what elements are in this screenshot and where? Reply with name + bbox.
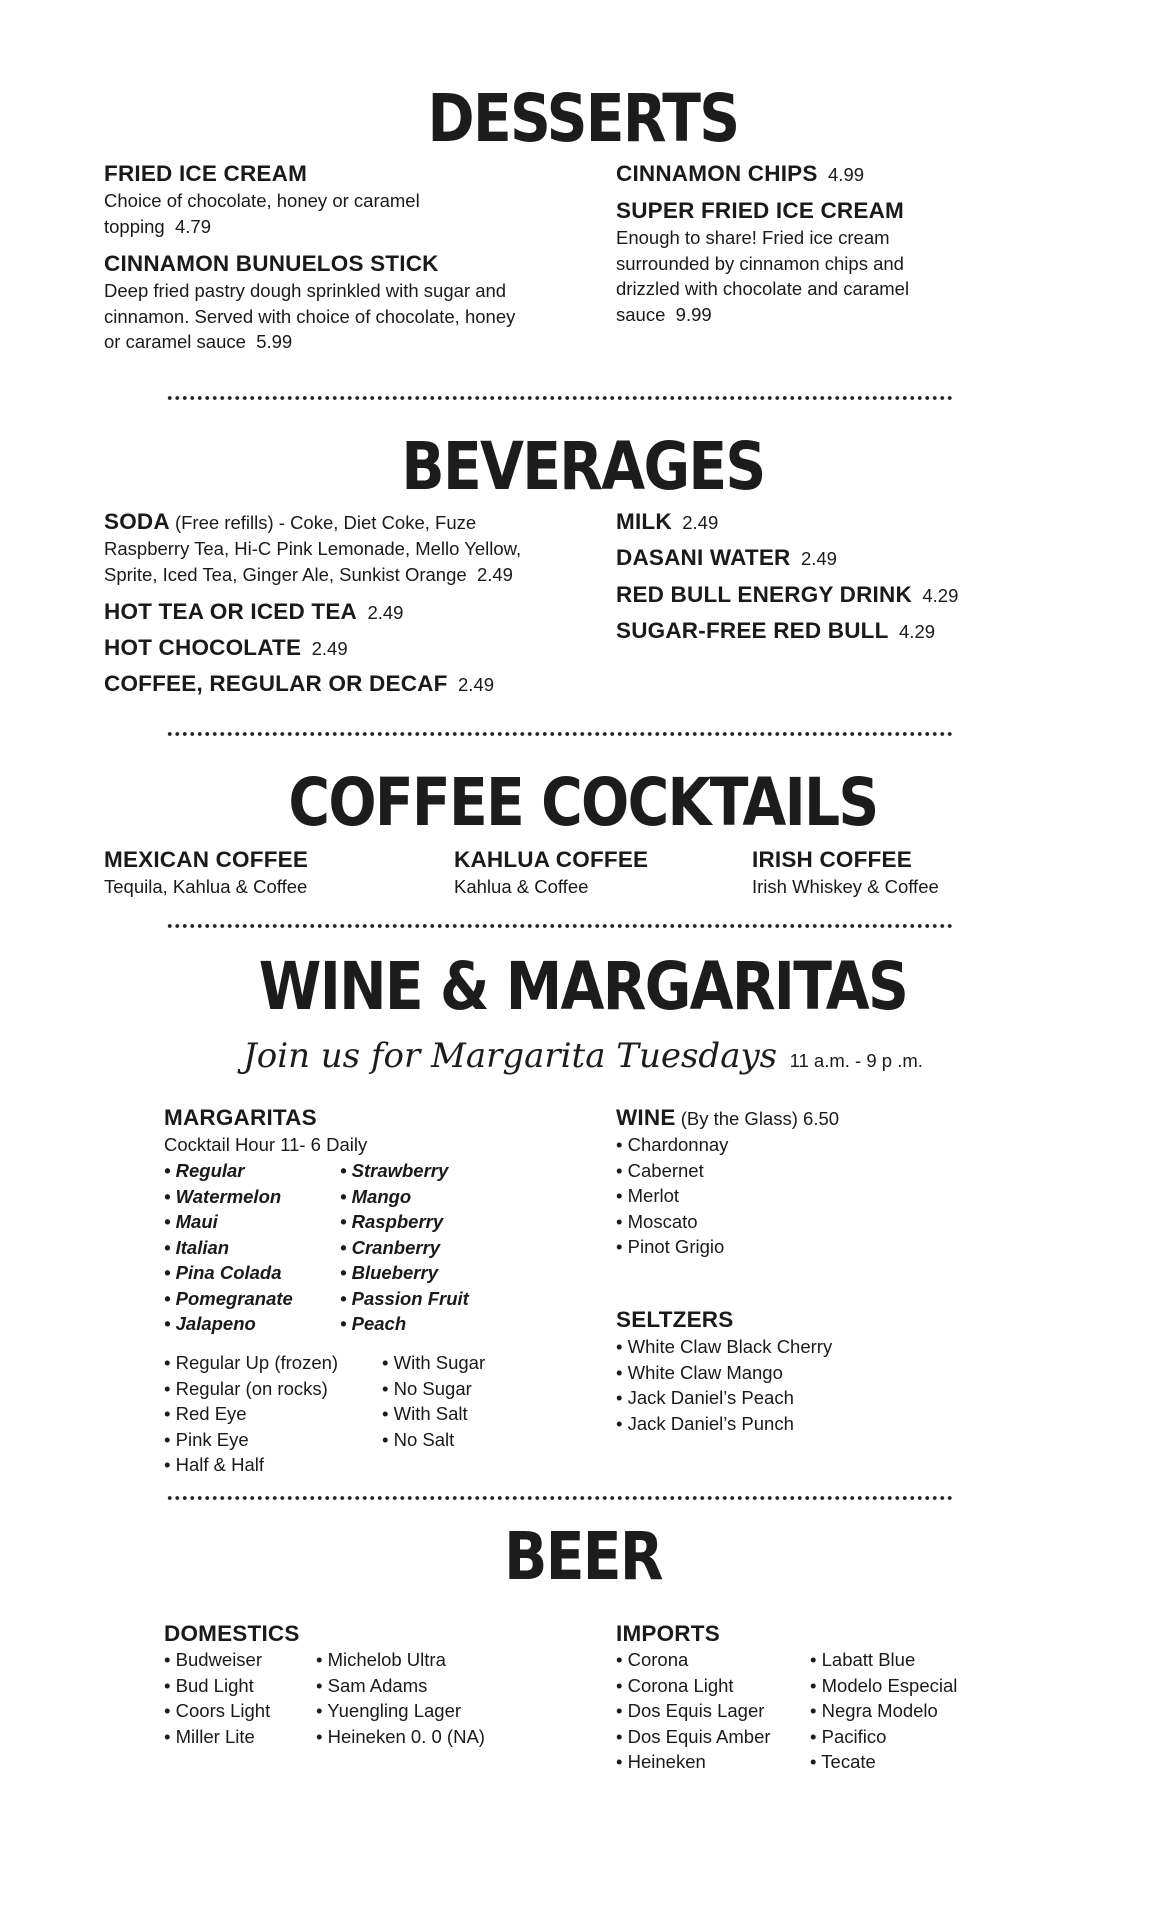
list-item: • Negra Modelo — [810, 1698, 957, 1724]
list-item: • Dos Equis Lager — [616, 1698, 771, 1724]
list-item: • Jalapeno — [164, 1311, 293, 1337]
list-item: • Peach — [340, 1311, 469, 1337]
seltzers-section — [616, 1306, 996, 1436]
item-title: KAHLUA COFFEE — [454, 847, 649, 872]
section-note: (By the Glass) 6.50 — [680, 1108, 840, 1129]
list-item: • Yuengling Lager — [316, 1698, 485, 1724]
list-item: • Regular — [164, 1158, 293, 1184]
list-item: • Regular Up (frozen) — [164, 1350, 338, 1376]
dotted-divider — [166, 730, 952, 738]
list-item: • Half & Half — [164, 1452, 338, 1478]
beverage-sugar-free — [616, 617, 935, 645]
item-title: IRISH COFFEE — [752, 847, 912, 872]
list-item: • Moscato — [616, 1209, 996, 1235]
dessert-fried-ice-cream — [104, 160, 524, 239]
item-price: 2.49 — [800, 548, 837, 569]
list-item: • Strawberry — [340, 1158, 469, 1184]
margarita-tuesdays-tagline — [0, 1036, 1166, 1076]
item-desc-text: (Free refills) - Coke, Diet Coke, Fuze Raspberry Tea, Hi-C Pink Lemonade, Mello Yellow, Sprite, Iced Tea, Ginger Ale, Sunkist Orange — [104, 512, 522, 585]
item-desc: Kahlua & Coffee — [454, 876, 589, 897]
imports-section — [616, 1620, 720, 1648]
item-desc-text: Choice of chocolate, honey or caramel topping — [104, 190, 420, 237]
section-header — [616, 1104, 996, 1132]
item-title: DASANI WATER — [616, 545, 791, 570]
item-price: 2.49 — [458, 674, 495, 695]
beverage-soda — [104, 508, 544, 587]
item-price: 9.99 — [675, 303, 712, 325]
list-item: • Raspberry — [340, 1209, 469, 1235]
tagline-text: Join us for Margarita Tuesdays — [243, 1036, 778, 1076]
item-desc — [616, 225, 946, 327]
item-title: SODA — [104, 509, 170, 534]
domestics-section — [164, 1620, 300, 1648]
item-price: 2.49 — [367, 602, 404, 623]
beer-heading: BEER — [504, 1518, 662, 1595]
item-title: SUGAR-FREE RED BULL — [616, 618, 889, 643]
beverage-hot-chocolate — [104, 634, 348, 662]
desserts-heading: DESSERTS — [427, 80, 739, 157]
item-desc — [104, 188, 464, 239]
item-price: 4.29 — [899, 621, 936, 642]
domestics-list-right — [316, 1647, 485, 1749]
item-price: 2.49 — [476, 563, 513, 585]
item-price: 4.29 — [922, 585, 959, 606]
list-item: • Coors Light — [164, 1698, 270, 1724]
item-price: 4.99 — [828, 164, 865, 185]
list-item: • Red Eye — [164, 1401, 338, 1427]
item-title: COFFEE, REGULAR OR DECAF — [104, 671, 448, 696]
item-title: RED BULL ENERGY DRINK — [616, 582, 912, 607]
list-item: • With Salt — [382, 1401, 485, 1427]
list-item: • Miller Lite — [164, 1724, 270, 1750]
list-item: • Passion Fruit — [340, 1286, 469, 1312]
beverage-hot-tea — [104, 598, 403, 626]
coffee-cocktails-heading: COFFEE COCKTAILS — [288, 764, 878, 841]
beverage-red-bull — [616, 581, 958, 609]
dotted-divider — [166, 394, 952, 402]
section-title: WINE — [616, 1105, 676, 1130]
list-item: • No Salt — [382, 1427, 485, 1453]
margaritas-section — [164, 1104, 584, 1158]
item-desc-text: Enough to share! Fried ice cream surrounded by cinnamon chips and drizzled with chocolate and caramel sauce — [616, 227, 910, 325]
beverage-dasani — [616, 544, 837, 572]
item-price: 2.49 — [682, 512, 719, 533]
dessert-cinnamon-chips — [616, 160, 976, 188]
list-item: • Pink Eye — [164, 1427, 338, 1453]
item-title: HOT CHOCOLATE — [104, 635, 302, 660]
dotted-divider — [166, 1494, 952, 1502]
imports-list-right — [810, 1647, 957, 1775]
item-desc — [104, 278, 524, 355]
list-item: • Regular (on rocks) — [164, 1376, 338, 1402]
dotted-divider — [166, 922, 952, 930]
list-item: • Chardonnay — [616, 1132, 996, 1158]
item-desc: Irish Whiskey & Coffee — [752, 876, 939, 897]
list-item: • Cranberry — [340, 1235, 469, 1261]
list-item: • Pinot Grigio — [616, 1234, 996, 1260]
list-item: • No Sugar — [382, 1376, 485, 1402]
list-item: • Michelob Ultra — [316, 1647, 485, 1673]
section-title: DOMESTICS — [164, 1621, 300, 1646]
list-item: • Blueberry — [340, 1260, 469, 1286]
margarita-flavors-right — [340, 1158, 469, 1337]
section-subtitle: Cocktail Hour 11- 6 Daily — [164, 1134, 368, 1155]
list-item: • Watermelon — [164, 1184, 293, 1210]
item-title: HOT TEA OR ICED TEA — [104, 599, 357, 624]
item-title: CINNAMON BUNUELOS STICK — [104, 251, 439, 276]
domestics-list-left — [164, 1647, 270, 1749]
list-item: • Pina Colada — [164, 1260, 293, 1286]
section-title: MARGARITAS — [164, 1105, 317, 1130]
dessert-super-fried — [616, 197, 976, 327]
margarita-flavors-left — [164, 1158, 293, 1337]
item-price: 5.99 — [256, 331, 293, 352]
wine-section — [616, 1104, 996, 1260]
list-item: • Mango — [340, 1184, 469, 1210]
section-title: SELTZERS — [616, 1307, 734, 1332]
list-item: • Jack Daniel’s Peach — [616, 1385, 996, 1411]
imports-list-left — [616, 1647, 771, 1775]
list-item: • Modelo Especial — [810, 1673, 957, 1699]
item-desc — [104, 508, 544, 587]
item-title: MILK — [616, 509, 672, 534]
list-item: • Jack Daniel’s Punch — [616, 1411, 996, 1437]
cocktail-kahlua-coffee — [454, 846, 648, 900]
list-item: • Maui — [164, 1209, 293, 1235]
item-title: CINNAMON CHIPS — [616, 161, 818, 186]
item-price: 2.49 — [311, 638, 348, 659]
list-item: • Cabernet — [616, 1158, 996, 1184]
list-item: • Italian — [164, 1235, 293, 1261]
seltzers-list — [616, 1334, 996, 1436]
list-item: • Tecate — [810, 1749, 957, 1775]
list-item: • Pomegranate — [164, 1286, 293, 1312]
list-item: • Corona Light — [616, 1673, 771, 1699]
list-item: • With Sugar — [382, 1350, 485, 1376]
section-title: IMPORTS — [616, 1621, 720, 1646]
beverage-coffee — [104, 670, 494, 698]
list-item: • Dos Equis Amber — [616, 1724, 771, 1750]
wine-margaritas-heading: WINE & MARGARITAS — [258, 948, 908, 1025]
item-title: SUPER FRIED ICE CREAM — [616, 198, 904, 223]
list-item: • Corona — [616, 1647, 771, 1673]
tagline-hours: 11 a.m. - 9 p .m. — [789, 1050, 923, 1071]
list-item: • Budweiser — [164, 1647, 270, 1673]
cocktail-mexican-coffee — [104, 846, 308, 900]
item-title: FRIED ICE CREAM — [104, 161, 308, 186]
cocktail-irish-coffee — [752, 846, 939, 900]
list-item: • Heineken — [616, 1749, 771, 1775]
list-item: • White Claw Mango — [616, 1360, 996, 1386]
list-item: • Sam Adams — [316, 1673, 485, 1699]
item-title: MEXICAN COFFEE — [104, 847, 309, 872]
item-desc-text: Deep fried pastry dough sprinkled with sugar and cinnamon. Served with choice of chocolate, honey or caramel sauce — [104, 280, 516, 352]
item-price: 4.79 — [174, 215, 211, 237]
list-item: • Bud Light — [164, 1673, 270, 1699]
list-item: • White Claw Black Cherry — [616, 1334, 996, 1360]
beverage-milk — [616, 508, 718, 536]
list-item: • Pacifico — [810, 1724, 957, 1750]
wine-list — [616, 1132, 996, 1260]
list-item: • Merlot — [616, 1183, 996, 1209]
margarita-styles-left — [164, 1350, 338, 1478]
dessert-bunuelos — [104, 250, 524, 355]
list-item: • Labatt Blue — [810, 1647, 957, 1673]
beverages-heading: BEVERAGES — [401, 428, 765, 505]
list-item: • Heineken 0. 0 (NA) — [316, 1724, 485, 1750]
margarita-styles-right — [382, 1350, 485, 1452]
item-desc: Tequila, Kahlua & Coffee — [104, 876, 308, 897]
